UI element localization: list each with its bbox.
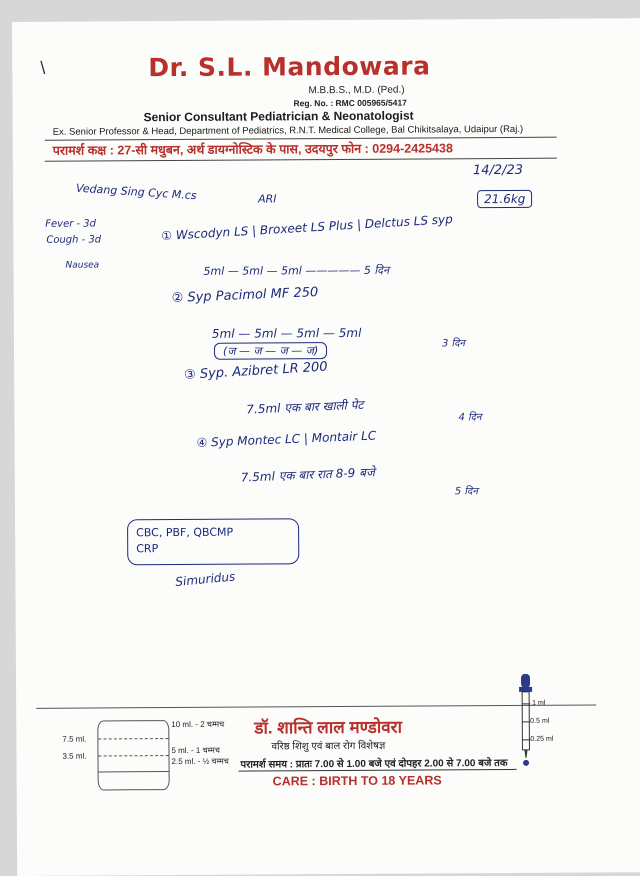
rx-item-1-dose: 5ml — 5ml — 5ml ————— 5 दिन <box>203 263 390 278</box>
rx-item-2-note: (ज — ज — ज — ज) <box>214 342 327 360</box>
diagnosis: ARI <box>258 192 277 206</box>
dropper-label-3: 0.25 ml <box>530 735 554 743</box>
date: 14/2/23 <box>472 162 524 179</box>
rx-item-4-duration: 5 दिन <box>454 486 478 498</box>
rx-item-2-dose: 5ml — 5ml — 5ml — 5ml <box>211 325 362 341</box>
measure-label-3: 2.5 ml. - ½ चम्मच <box>171 756 229 767</box>
doctor-name-hindi: डॉ. शान्ति लाल मण्डोवरा <box>254 717 403 738</box>
registration-number: Reg. No. : RMC 005965/5417 <box>293 97 407 109</box>
measure-label-1: 10 ml. - 2 चम्मच <box>171 719 225 730</box>
rx-item-4: ④ Syp Montec LC | Montair LC <box>196 428 377 450</box>
rx-item-3: ③ Syp. Azibret LR 200 <box>183 359 328 383</box>
dropper-label-1: 1 ml <box>532 699 546 707</box>
signature: Simuridus <box>174 569 236 589</box>
rx-item-4-dose: 7.5ml एक बार रात 8-9 बजे <box>240 465 376 485</box>
pen-mark: \ <box>40 57 46 78</box>
patient-name: Vedang Sing Cyc M.cs <box>75 181 197 203</box>
consultation-timing: परामर्श समय : प्रातः 7.00 से 1.00 बजे एवं दोपहर 2.00 से 7.00 बजे तक <box>240 757 508 771</box>
address-bar <box>45 137 557 162</box>
rx-item-3-dose: 7.5ml एक बार खाली पेट <box>246 397 364 417</box>
doctor-name: Dr. S.L. Mandowara <box>148 51 431 83</box>
complaint-1: Fever - 3d <box>45 218 97 230</box>
rx-item-1: ① Wscodyn LS | Broxeet LS Plus | Delctus LS syp <box>160 212 454 244</box>
dropper-label-2: 0.5 ml <box>530 717 550 725</box>
investigations-box <box>127 518 299 565</box>
ex-position: Ex. Senior Professor & Head, Department of Pediatrics, R.N.T. Medical College, Bal Chikitsalaya, Udaipur (Raj.) <box>52 123 524 138</box>
care-tagline: CARE : BIRTH TO 18 YEARS <box>272 773 442 789</box>
complaint-2: Cough - 3d <box>46 234 102 246</box>
rx-item-2-duration: 3 दिन <box>441 338 466 350</box>
level-label-1: 7.5 ml. <box>62 734 87 744</box>
footer-divider <box>36 704 596 708</box>
investigation-1: CBC, PBF, QBCMP <box>136 525 234 540</box>
weight: 21.6kg <box>477 190 532 208</box>
doctor-title-hindi: वरिष्ठ शिशु एवं बाल रोग विशेषज्ञ <box>271 740 386 753</box>
address-text: परामर्श कक्ष : 27-सी मधुबन, अर्थ डायग्नोस्टिक के पास, उदयपुर फोन : 0294-2425438 <box>52 141 453 158</box>
investigation-2: CRP <box>136 542 159 556</box>
rx-item-2: ② Syp Pacimol MF 250 <box>171 285 319 307</box>
measure-label-2: 5 ml. - 1 चम्मच <box>171 745 220 756</box>
level-label-2: 3.5 ml. <box>62 751 87 761</box>
doctor-title: Senior Consultant Pediatrician & Neonatologist <box>143 108 414 125</box>
complaint-3: Nausea <box>65 260 100 271</box>
measuring-cup-icon <box>97 720 169 790</box>
rx-item-3-duration: 4 दिन <box>458 412 482 424</box>
prescription-paper <box>12 18 640 876</box>
qualifications: M.B.B.S., M.D. (Ped.) <box>308 84 405 97</box>
